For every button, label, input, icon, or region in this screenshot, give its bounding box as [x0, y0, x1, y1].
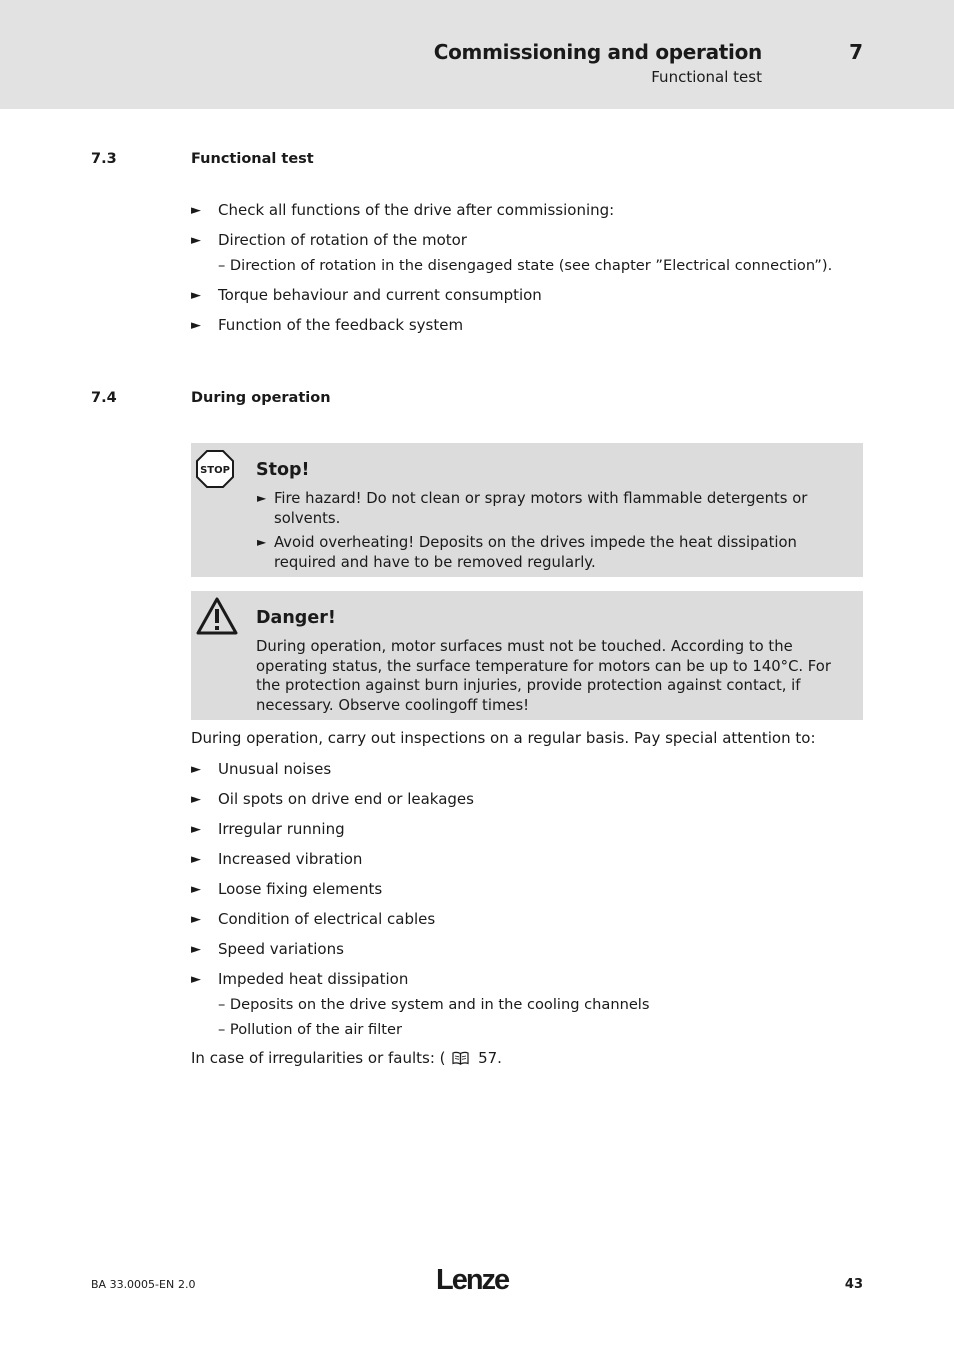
section-number: 7.4	[91, 390, 117, 406]
stop-body	[256, 489, 848, 577]
stop-item	[256, 533, 848, 572]
list-item-text: Condition of electrical cables	[218, 910, 436, 928]
list-item	[191, 198, 871, 223]
list-item	[191, 228, 871, 278]
stop-item-text: Fire hazard! Do not clean or spray motors with flammable detergents or solvents.	[274, 490, 808, 527]
list-item-text: Direction of rotation of the motor	[218, 231, 467, 249]
bullet-arrow-icon: ►	[257, 535, 267, 550]
list-item-text: Unusual noises	[218, 760, 332, 778]
fault-reference-page[interactable]: 57.	[478, 1049, 502, 1067]
stop-notice-box	[191, 443, 863, 577]
danger-text: During operation, motor surfaces must not be touched. According to the operating status, the surface temperature for motors can be up to 140°C. For the protection against burn injuries, provide protection against contact, if necessary. Observe coolingoff times!	[256, 638, 831, 714]
bullet-arrow-icon: ►	[191, 852, 201, 867]
list-item	[191, 283, 871, 308]
bullet-arrow-icon: ►	[191, 942, 201, 957]
section-number: 7.3	[91, 151, 117, 167]
bullet-arrow-icon: ►	[191, 233, 201, 248]
list-item-text: Impeded heat dissipation	[218, 970, 409, 988]
bullet-arrow-icon: ►	[191, 792, 201, 807]
stop-title: Stop!	[256, 460, 310, 480]
bullet-arrow-icon: ►	[191, 882, 201, 897]
list-subitem-text: – Pollution of the air filter	[218, 1021, 402, 1038]
list-item	[191, 817, 871, 842]
list-subitem-text: – Direction of rotation in the disengaged state (see chapter ”Electrical connection”).	[218, 257, 833, 274]
bullet-arrow-icon: ►	[191, 972, 201, 987]
inspection-list	[191, 757, 871, 1042]
fault-reference-text: In case of irregularities or faults: (	[191, 1049, 446, 1067]
bullet-arrow-icon: ►	[191, 318, 201, 333]
list-subitem-text: – Deposits on the drive system and in the cooling channels	[218, 996, 650, 1013]
list-item	[191, 877, 871, 902]
danger-notice-box	[191, 591, 863, 720]
list-item	[191, 937, 871, 962]
bullet-arrow-icon: ►	[257, 491, 267, 505]
chapter-subtitle: Functional test	[651, 68, 762, 86]
fault-reference	[191, 1049, 502, 1069]
document-id: BA 33.0005-EN	[91, 1278, 175, 1291]
bullet-arrow-icon: ►	[191, 822, 201, 837]
list-item	[191, 757, 871, 782]
section-title: During operation	[191, 390, 331, 406]
page-number: 43	[844, 1277, 863, 1292]
list-item-text: Speed variations	[218, 940, 344, 958]
list-item-text: Oil spots on drive end or leakages	[218, 790, 474, 808]
list-item-text: Irregular running	[218, 820, 345, 838]
document-version: 2.0	[178, 1278, 196, 1291]
stop-sign-icon	[196, 450, 234, 492]
functional-test-list	[191, 198, 871, 338]
inspection-intro: During operation, carry out inspections on a regular basis. Pay special attention to:	[191, 729, 816, 747]
chapter-number: 7	[849, 40, 863, 64]
list-item	[191, 787, 871, 812]
list-item	[191, 967, 871, 1042]
list-item-text: Check all functions of the drive after commissioning:	[218, 201, 615, 219]
list-item-text: Torque behaviour and current consumption	[218, 286, 542, 304]
bullet-arrow-icon: ►	[191, 288, 201, 303]
bullet-arrow-icon: ►	[191, 762, 201, 777]
lenze-logo	[436, 1262, 516, 1298]
list-item	[191, 907, 871, 932]
list-item-text: Increased vibration	[218, 850, 363, 868]
list-item-text: Function of the feedback system	[218, 316, 464, 334]
bullet-arrow-icon: ►	[191, 912, 201, 927]
stop-sign-label: STOP	[200, 465, 230, 476]
stop-item	[256, 489, 848, 528]
book-icon	[452, 1051, 469, 1069]
list-item	[191, 847, 871, 872]
list-item-text: Loose fixing elements	[218, 880, 383, 898]
chapter-title: Commissioning and operation	[433, 40, 762, 64]
warning-triangle-icon	[196, 597, 238, 639]
list-item	[191, 313, 871, 338]
bullet-arrow-icon: ►	[191, 203, 201, 218]
danger-title: Danger!	[256, 608, 336, 628]
logo-text: Lenze	[436, 1264, 509, 1294]
section-title: Functional test	[191, 151, 314, 167]
page-header	[0, 0, 954, 109]
stop-item-text: Avoid overheating! Deposits on the drives impede the heat dissipation required and have to be removed regularly.	[274, 534, 797, 571]
